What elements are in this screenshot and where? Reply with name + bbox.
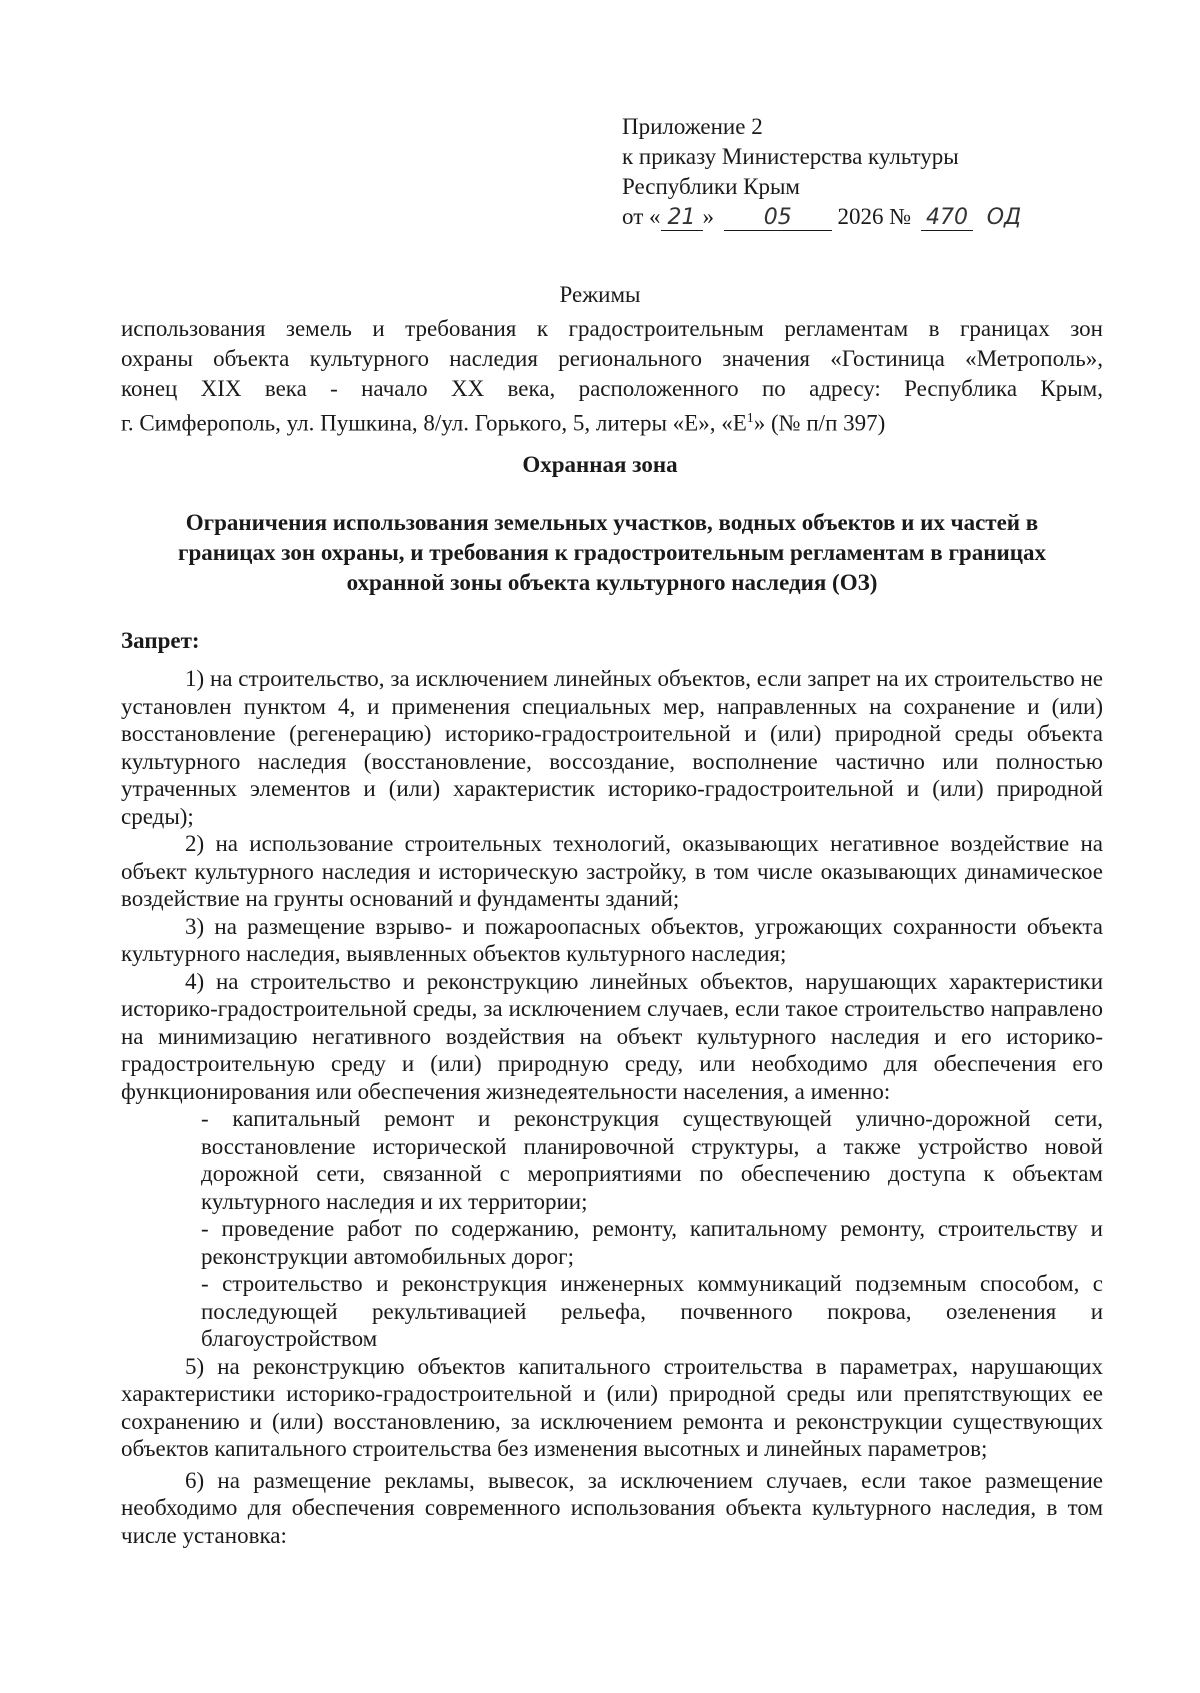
restriction-heading — [121, 508, 1103, 598]
subtitle-line — [121, 404, 1103, 439]
document-title: Режимы — [559, 282, 641, 307]
appendix-date-line — [622, 202, 1027, 232]
item-4-subitem: - капитальный ремонт и реконструкция существующей улично-дорожной сети, восстановление исторической планировочной структуры, а также устройство новой дорожной сети, связанной с мероприятиями по обеспечению доступа к объектам культурного наследия и их территории; — [201, 1106, 1103, 1214]
appendix-line: Республики Крым — [622, 174, 800, 199]
superscript: 1 — [746, 411, 754, 426]
appendix-line: к приказу Министерства культуры — [622, 144, 959, 169]
restriction-line: Ограничения использования земельных участков, водных объектов и их частей в — [185, 510, 1039, 535]
zone-heading: Охранная зона — [522, 452, 678, 477]
appendix-block — [622, 112, 1027, 232]
date-mid: » — [702, 204, 714, 229]
item-4-subitem: - строительство и реконструкция инженерных коммуникаций подземным способом, с последующей рекультивацией рельефа, почвенного покрова, озеленения и благоустройством — [201, 1271, 1103, 1351]
subtitle-line-text: » (№ п/п 397) — [753, 410, 886, 436]
item-1: 1) на строительство, за исключением линейных объектов, если запрет на их строительство не установлен пунктом 4, и применения специальных мер, направленных на сохранение и (или) восстановление (регенерацию) историко-градостроительной и (или) природной среды объекта культурного наследия (восстановление, воссоздание, восполнение частично или полностью утраченных элементов и (или) характеристик историко-градостроительной и (или) природной среды); — [121, 666, 1103, 829]
date-prefix: от « — [622, 204, 661, 229]
handwritten-order-suffix: ОД — [986, 205, 1022, 230]
handwritten-month: 05 — [724, 206, 832, 231]
item-6: 6) на размещение рекламы, вывесок, за исключением случаев, если такое размещение необходимо для обеспечения современного использования объекта культурного наследия, в том числе установка: — [121, 1467, 1103, 1548]
item-2: 2) на использование строительных технологий, оказывающих негативное воздействие на объект культурного наследия и историческую застройку, в том числе оказывающих динамическое воздействие на грунты оснований и фундаменты зданий; — [121, 831, 1103, 911]
item-5: 5) на реконструкцию объектов капитального строительства в параметрах, нарушающих характеристики историко-градостроительной и (или) природной среды или препятствующих ее сохранению и (или) восстановлению, за исключением ремонта и реконструкции существующих объектов капитального строительства без изменения высотных и линейных параметров; — [121, 1353, 1103, 1461]
restriction-line: охранной зоны объекта культурного наследия (ОЗ) — [346, 570, 878, 595]
subtitle-line: использования земель и требования к градостроительным регламентам в границах зон — [121, 316, 1103, 341]
appendix-line: Приложение 2 — [622, 114, 763, 139]
document-body — [121, 665, 1103, 1549]
subtitle-line: конец XIX века - начало XX века, расположенного по адресу: Республика Крым, — [121, 376, 1103, 401]
restriction-line: границах зон охраны, и требования к градостроительным регламентам в границах — [178, 540, 1046, 565]
subtitle-line-text: г. Симферополь, ул. Пушкина, 8/ул. Горького, 5, литеры «Е», «Е — [121, 410, 747, 436]
subtitle-line: охраны объекта культурного наследия регионального значения «Гостиница «Метрополь», — [121, 346, 1103, 371]
item-3: 3) на размещение взрыво- и пожароопасных объектов, угрожающих сохранности объекта культурного наследия, выявленных объектов культурного наследия; — [121, 913, 1103, 966]
item-4: 4) на строительство и реконструкцию линейных объектов, нарушающих характеристики историко-градостроительной среды, за исключением случаев, если такое строительство направлено на минимизацию негативного воздействия на объект культурного наследия и его историко-градостроительную среду и (или) природную среду, или необходимо для обеспечения его функционирования или обеспечения жизнедеятельности населения, а именно: — [121, 968, 1103, 1104]
document-subtitle — [121, 314, 1103, 439]
date-year: 2026 № — [837, 204, 912, 229]
handwritten-order-number: 470 — [921, 206, 973, 231]
ban-label: Запрет: — [121, 628, 200, 653]
item-4-subitem: - проведение работ по содержанию, ремонту, капитальному ремонту, строительству и реконструкции автомобильных дорог; — [201, 1216, 1103, 1269]
handwritten-day: 21 — [661, 206, 703, 231]
